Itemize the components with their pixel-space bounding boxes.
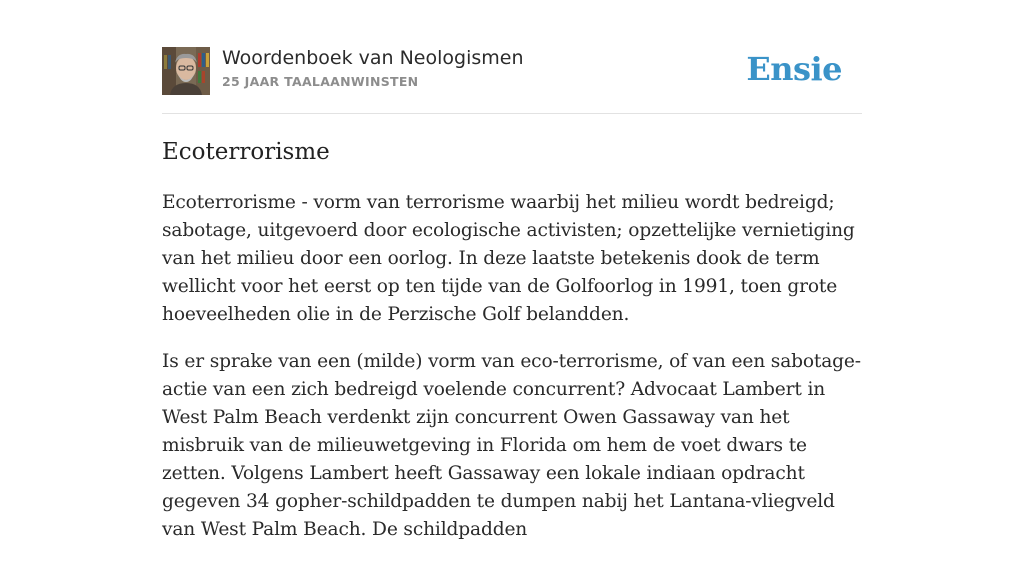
article-title: Ecoterrorisme — [162, 139, 330, 165]
paragraph: Ecoterrorisme - vorm van terrorisme waarbij het milieu wordt bedreigd; sabotage, uitgevoerd door ecologische activisten; opzettelijke vernietiging van het milieu door een oorlog. In deze laatste betekenis dook de term wellicht voor het eerst op ten tijde van de Golfoorlog in 1991, toen grote hoeveelheden olie in de Perzische Golf belandden. — [162, 192, 855, 325]
author-portrait-icon — [162, 47, 210, 95]
author-name[interactable]: Woordenboek van Neologismen — [222, 47, 524, 69]
author-avatar[interactable] — [162, 47, 210, 95]
author-subtitle: 25 JAAR TAALAANWINSTEN — [222, 74, 419, 89]
header-divider — [162, 113, 862, 114]
paragraph: Is er sprake van een (milde) vorm van eco-terrorisme, of van een sabotage-actie van een zich bedreigd voelende concurrent? Advocaat Lambert in West Palm Beach verdenkt zijn concurrent Owen Gassaway van het misbruik van de milieuwetgeving in Florida om hem de voet dwars te zetten. Volgens Lambert heeft Gassaway een lokale indiaan opdracht gegeven 34 gopher-schildpadden te dumpen nabij het Lantana-vliegveld van West Palm Beach. De schildpadden — [162, 351, 861, 540]
article-body — [162, 189, 867, 563]
article-header — [162, 46, 862, 96]
brand-logo[interactable]: Ensie — [746, 50, 842, 88]
